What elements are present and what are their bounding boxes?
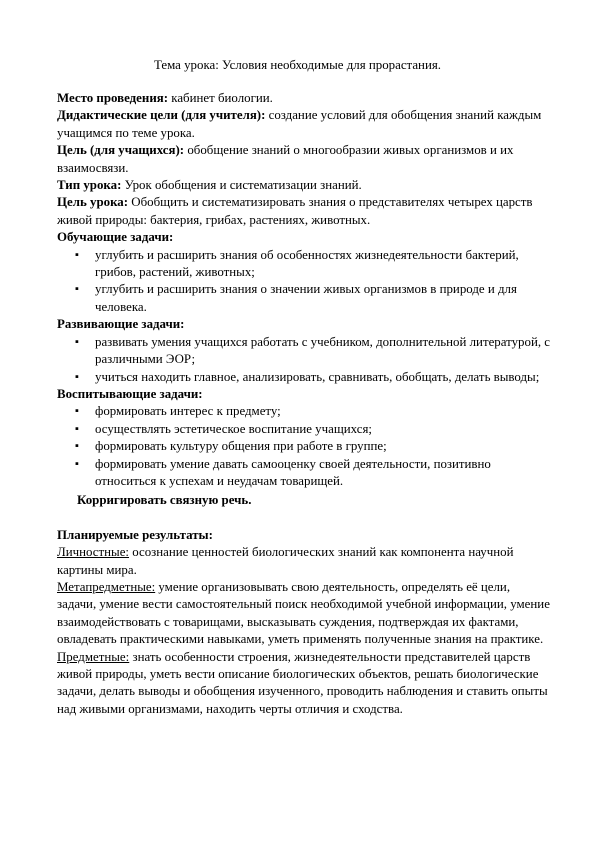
list-item: ▪ формировать умение давать самооценку своей деятельности, позитивно относиться к успехам и неудачам товарищей. [95, 456, 552, 491]
goal-students-value: обобщение знаний о многообразии живых организмов и их взаимосвязи. [57, 143, 514, 175]
list-item: ▪ осуществлять эстетическое воспитание учащихся; [95, 421, 552, 438]
lesson-title: Тема урока: Условия необходимые для прорастания. [153, 58, 442, 72]
lesson-goal-value: Обобщить и систематизировать знания о представителях четырех царств живой природы: бактерия, грибах, растениях, животных. [57, 195, 533, 227]
list-item: ▪ углубить и расширить знания о значении живых организмов в природе и для человека. [95, 281, 552, 316]
educating-heading: Воспитывающие задачи: [57, 386, 203, 401]
list-item: ▪ учиться находить главное, анализировать, сравнивать, обобщать, делать выводы; [95, 369, 552, 386]
didactic-paragraph [57, 107, 552, 142]
subject-label: Предметные: [57, 649, 130, 664]
personal-value: осознание ценностей биологических знаний как компонента научной картины мира. [57, 545, 514, 577]
personal-label: Личностные: [57, 545, 130, 560]
document-body [57, 90, 552, 718]
spacer [57, 510, 552, 527]
lesson-goal-label: Цель урока: [57, 195, 129, 210]
list-item: ▪ углубить и расширить знания об особенностях жизнедеятельности бактерий, грибов, растений, животных; [95, 247, 552, 282]
goal-students-label: Цель (для учащихся): [57, 143, 185, 158]
educating-list [57, 403, 552, 490]
lesson-type-value: Урок обобщения и систематизации знаний. [121, 178, 362, 193]
correct-speech-line: Корригировать связную речь. [77, 493, 252, 508]
didactic-label: Дидактические цели (для учителя): [57, 108, 266, 123]
place-paragraph [57, 90, 552, 107]
subject-results-paragraph [57, 649, 552, 719]
meta-value: умение организовывать свою деятельность, определять её цели, задачи, умение вести самостоятельный поиск необходимой учебной информации, умение взаимодействовать с товарищами, высказывать суждения, подтверждая их фактами, овладевать практическими навыками, уметь применять полученные знания на практике. [57, 579, 550, 647]
teaching-list [57, 247, 552, 317]
personal-results-paragraph [57, 544, 552, 579]
lesson-type-paragraph [57, 177, 552, 194]
place-value: кабинет биологии. [168, 91, 273, 105]
goal-students-paragraph [57, 142, 552, 177]
list-item: ▪ формировать культуру общения при работе в группе; [95, 438, 552, 455]
didactic-value: создание условий для обобщения знаний каждым учащимся по теме урока. [57, 108, 542, 140]
teaching-heading: Обучающие задачи: [57, 230, 174, 245]
lesson-goal-paragraph [57, 194, 552, 229]
lesson-type-label: Тип урока: [57, 178, 122, 193]
place-label: Место проведения: [57, 91, 169, 105]
list-item: ▪ развивать умения учащихся работать с учебником, дополнительной литературой, с различными ЭОР; [95, 334, 552, 369]
developing-heading: Развивающие задачи: [57, 317, 185, 332]
list-item: ▪ формировать интерес к предмету; [95, 403, 552, 420]
meta-label: Метапредметные: [57, 579, 156, 594]
developing-list [57, 334, 552, 386]
meta-results-paragraph [57, 579, 552, 649]
subject-value: знать особенности строения, жизнедеятельности представителей царств живой природы, уметь вести описание биологических объектов, решать биологические задачи, делать выводы и обобщения изученного, проводить наблюдения и ставить опыты над живыми организмами, находить черты отличия и сходства. [57, 649, 548, 716]
results-heading: Планируемые результаты: [57, 527, 213, 542]
